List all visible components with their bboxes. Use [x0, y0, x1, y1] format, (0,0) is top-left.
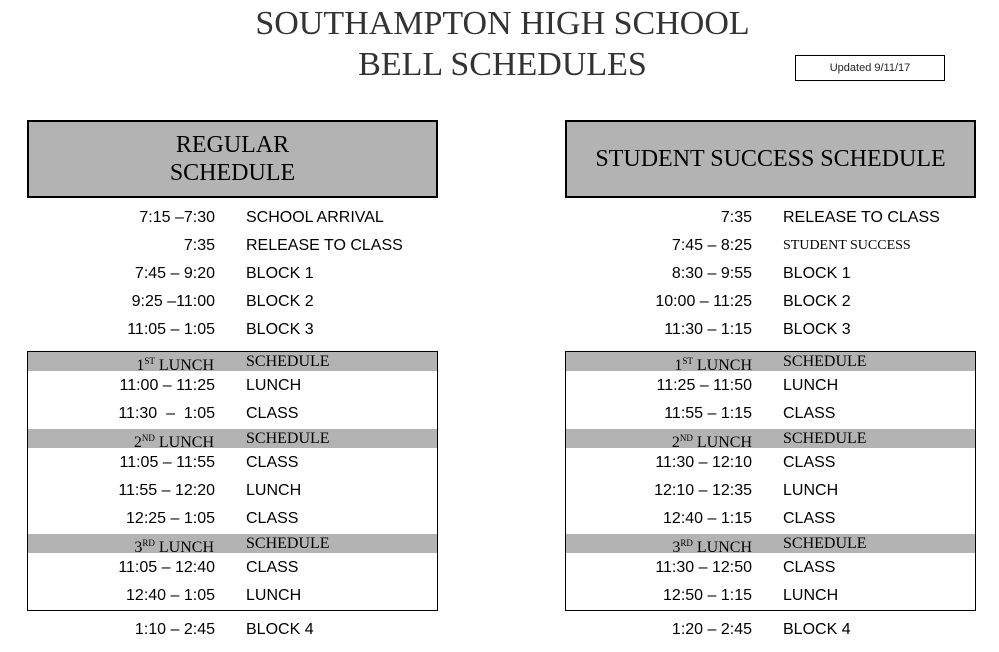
time-cell: 11:55 – 12:20 — [118, 482, 215, 499]
period-cell: BLOCK 3 — [246, 321, 314, 338]
time-cell: 11:05 – 11:55 — [119, 454, 215, 471]
time-cell: 1:10 – 2:45 — [134, 621, 215, 638]
time-cell: 7:35 — [720, 209, 752, 226]
period-cell: CLASS — [246, 559, 299, 576]
period-cell: CLASS — [783, 405, 836, 422]
regular-schedule-header — [27, 120, 438, 198]
lunch-2-heading: 2ND LUNCH — [671, 433, 752, 451]
period-cell: CLASS — [783, 454, 836, 471]
table-row — [0, 206, 999, 230]
period-cell: BLOCK 1 — [783, 265, 851, 282]
lunch-2-band — [28, 429, 437, 451]
updated-date-badge: Updated 9/11/17 — [795, 55, 945, 81]
time-cell: 11:55 – 1:15 — [664, 405, 752, 422]
time-cell: 11:30 – 12:10 — [655, 454, 752, 471]
table-row — [0, 290, 999, 314]
time-cell: 10:00 – 11:25 — [655, 293, 752, 310]
time-cell: 11:00 – 11:25 — [119, 377, 215, 394]
table-row — [0, 479, 999, 503]
time-cell: 7:45 – 9:20 — [134, 265, 215, 282]
period-cell: CLASS — [783, 510, 836, 527]
table-row — [0, 402, 999, 426]
time-cell: 8:30 – 9:55 — [671, 265, 752, 282]
lunch-2-schedule-label: SCHEDULE — [246, 430, 330, 447]
school-name: SOUTHAMPTON HIGH SCHOOL — [255, 5, 750, 42]
student-success-title: STUDENT SUCCESS SCHEDULE — [595, 145, 946, 172]
period-cell: BLOCK 4 — [783, 621, 851, 638]
lunch-2-band — [566, 429, 975, 451]
lunch-3-schedule-label: SCHEDULE — [246, 535, 330, 552]
lunch-3-heading: 3RD LUNCH — [672, 538, 752, 556]
period-cell: LUNCH — [246, 482, 302, 499]
student-success-header — [565, 120, 976, 198]
lunch-2-schedule-label: SCHEDULE — [783, 430, 867, 447]
period-cell: STUDENT SUCCESS — [783, 238, 911, 253]
time-cell: 9:25 –11:00 — [131, 293, 215, 310]
time-cell: 11:05 – 12:40 — [118, 559, 215, 576]
regular-title-line2: SCHEDULE — [169, 160, 296, 186]
period-cell: RELEASE TO CLASS — [246, 237, 403, 254]
period-cell: LUNCH — [246, 587, 302, 604]
regular-title-line1: REGULAR — [175, 131, 290, 158]
lunch-1-heading: 1ST LUNCH — [674, 356, 752, 374]
period-cell: LUNCH — [783, 482, 839, 499]
period-cell: BLOCK 2 — [246, 293, 314, 310]
lunch-1-band — [566, 352, 975, 374]
lunch-2-heading: 2ND LUNCH — [133, 433, 214, 451]
table-row — [0, 507, 999, 531]
lunch-3-band — [28, 534, 437, 556]
time-cell: 12:10 – 12:35 — [654, 482, 752, 499]
period-cell: SCHOOL ARRIVAL — [246, 209, 384, 226]
period-cell: CLASS — [246, 454, 299, 471]
time-cell: 12:40 – 1:05 — [126, 587, 215, 604]
table-row — [0, 262, 999, 286]
time-cell: 1:20 – 2:45 — [671, 621, 752, 638]
period-cell: BLOCK 1 — [246, 265, 314, 282]
time-cell: 11:05 – 1:05 — [127, 321, 215, 338]
lunch-3-band — [566, 534, 975, 556]
period-cell: RELEASE TO CLASS — [783, 209, 940, 226]
period-cell: CLASS — [246, 405, 299, 422]
lunch-3-heading: 3RD LUNCH — [134, 538, 214, 556]
period-cell: LUNCH — [246, 377, 302, 394]
table-row — [0, 451, 999, 475]
lunch-3-schedule-label: SCHEDULE — [783, 535, 867, 552]
lunch-1-heading: 1ST LUNCH — [136, 356, 214, 374]
period-cell: LUNCH — [783, 587, 839, 604]
lunch-1-band — [28, 352, 437, 374]
time-cell: 12:40 – 1:15 — [663, 510, 752, 527]
time-cell: 11:25 – 11:50 — [656, 377, 752, 394]
period-cell: BLOCK 3 — [783, 321, 851, 338]
page-title: BELL SCHEDULES — [358, 46, 647, 83]
table-row — [0, 318, 999, 342]
time-cell: 12:25 – 1:05 — [126, 510, 215, 527]
time-cell: 11:30 – 12:50 — [655, 559, 752, 576]
period-cell: CLASS — [783, 559, 836, 576]
period-cell: CLASS — [246, 510, 299, 527]
time-cell: 7:45 – 8:25 — [671, 237, 752, 254]
period-cell: BLOCK 4 — [246, 621, 314, 638]
table-row — [0, 234, 999, 258]
period-cell: BLOCK 2 — [783, 293, 851, 310]
table-row — [0, 618, 999, 642]
table-row — [0, 584, 999, 608]
table-row — [0, 374, 999, 398]
time-cell: 11:30 – 1:05 — [118, 405, 215, 422]
lunch-1-schedule-label: SCHEDULE — [246, 353, 330, 370]
time-cell: 12:50 – 1:15 — [663, 587, 752, 604]
table-row — [0, 556, 999, 580]
time-cell: 11:30 – 1:15 — [664, 321, 752, 338]
lunch-1-schedule-label: SCHEDULE — [783, 353, 867, 370]
time-cell: 7:35 — [183, 237, 215, 254]
period-cell: LUNCH — [783, 377, 839, 394]
time-cell: 7:15 –7:30 — [139, 209, 215, 226]
